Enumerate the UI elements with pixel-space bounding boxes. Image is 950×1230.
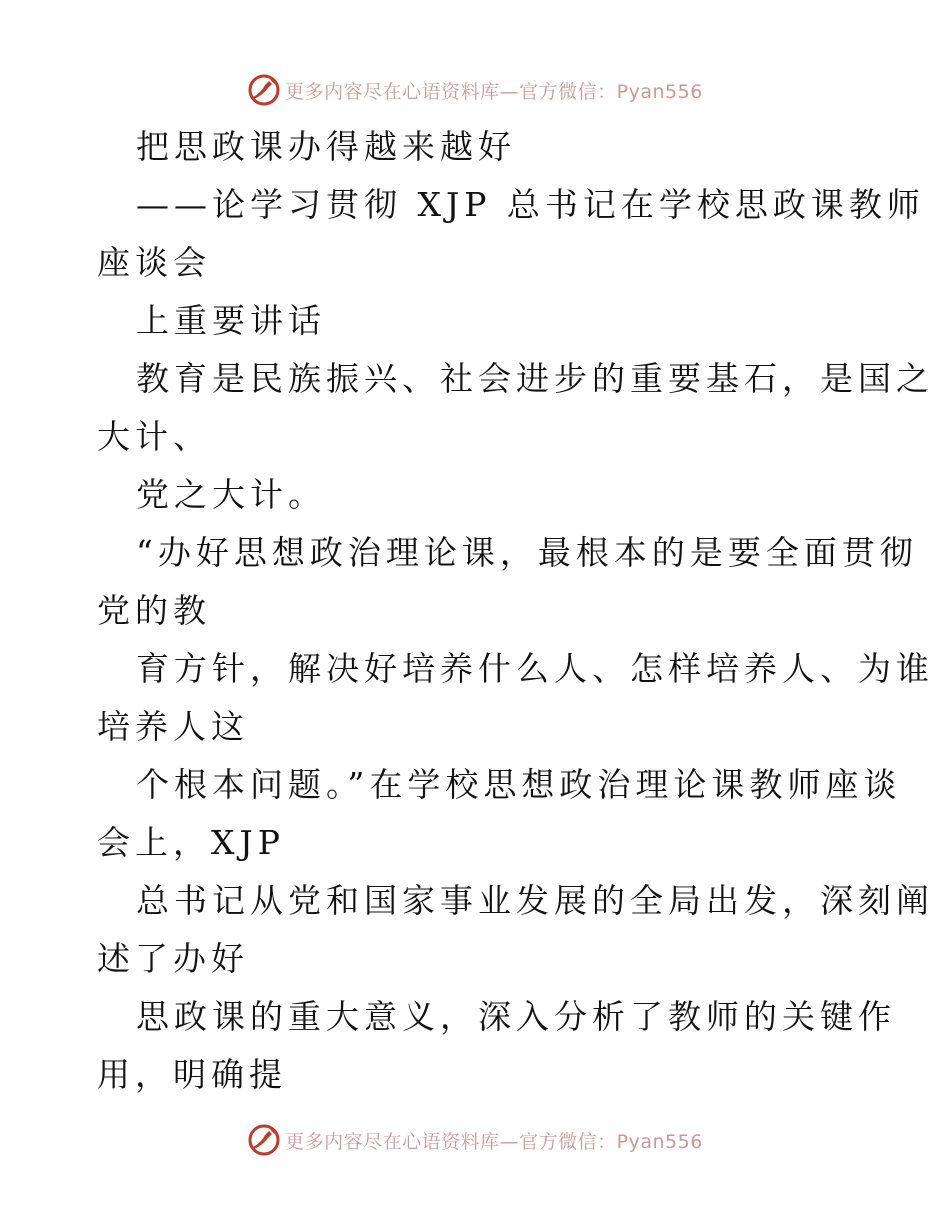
body-line: 育方针，解决好培养什么人、怎样培养人、为谁 (136, 649, 934, 688)
body-line: 培养人这 (97, 707, 249, 746)
body-line: 教育是民族振兴、社会进步的重要基石，是国之 (136, 359, 934, 398)
pen-logo-icon (247, 1123, 281, 1157)
body-line: 用，明确提 (97, 1055, 287, 1094)
body-line: 党之大计。 (136, 475, 326, 514)
body-line: 大计、 (97, 417, 211, 456)
watermark-text: 更多内容尽在心语资料库—官方微信：Pyan556 (285, 80, 703, 103)
body-line: “办好思想政治理论课，最根本的是要全面贯彻 (136, 533, 918, 572)
pen-logo-icon (247, 73, 281, 107)
body-line: 个根本问题。”在学校思想政治理论课教师座谈 (136, 765, 902, 804)
body-line: 思政课的重大意义，深入分析了教师的关键作 (136, 997, 896, 1036)
body-line: 党的教 (97, 591, 211, 630)
subtitle-line: ——论学习贯彻 XJP 总书记在学校思政课教师 (136, 185, 925, 224)
header-watermark (0, 72, 950, 108)
footer-watermark (0, 1122, 950, 1158)
watermark-text: 更多内容尽在心语资料库—官方微信：Pyan556 (285, 1130, 703, 1153)
subtitle-line: 上重要讲话 (136, 301, 326, 340)
subtitle-line: 座谈会 (97, 243, 211, 282)
document-body (97, 118, 934, 1104)
title-line: 把思政课办得越来越好 (136, 127, 516, 166)
body-line: 会上，XJP (97, 823, 285, 862)
body-line: 总书记从党和国家事业发展的全局出发，深刻阐 (136, 881, 934, 920)
body-line: 述了办好 (97, 939, 249, 978)
